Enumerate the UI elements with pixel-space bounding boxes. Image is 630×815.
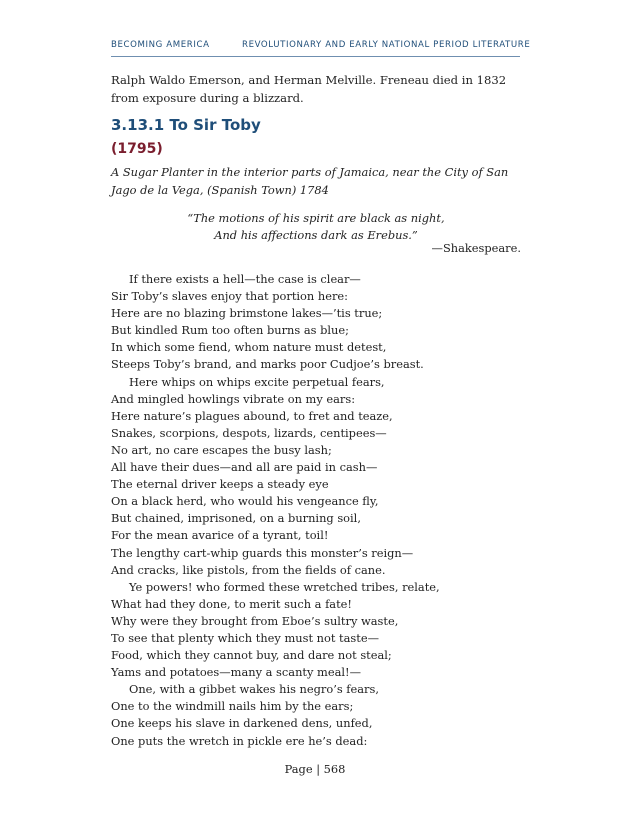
poem-line: But kindled Rum too often burns as blue; [111,323,349,338]
epigraph [111,210,521,244]
poem-line: Food, which they cannot buy, and dare not steal; [111,648,392,663]
intro-paragraph: Ralph Waldo Emerson, and Herman Melville. Freneau died in 1832 from exposure during a blizzard. [111,73,507,105]
poem-line: One to the windmill nails him by the ears; [111,699,354,714]
poem-line: One, with a gibbet wakes his negro’s fears, [129,682,379,697]
poem-line: No art, no care escapes the busy lash; [111,442,332,457]
poem-line: In which some fiend, whom nature must detest, [111,340,387,355]
poem-line: Yams and potatoes—many a scanty meal!— [111,665,361,680]
year-heading: (1795) [111,141,163,157]
header-divider [111,56,520,57]
poem-line: Why were they brought from Eboe’s sultry waste, [111,613,399,628]
poem-line: One puts the wretch in pickle ere he’s dead: [111,733,368,748]
poem-line: On a black herd, who would his vengeance fly, [111,494,379,509]
poem-line: To see that plenty which they must not taste— [111,630,379,645]
epigraph-line: “The motions of his spirit are black as night, [187,211,445,225]
header-section-title: REVOLUTIONARY AND EARLY NATIONAL PERIOD LITERATURE [242,40,531,50]
poem-line: The eternal driver keeps a steady eye [111,477,329,492]
dedication: A Sugar Planter in the interior parts of Jamaica, near the City of San Jago de la Vega, (Spanish Town) 1784 [111,165,509,197]
epigraph-line: And his affections dark as Erebus.” [214,228,418,242]
poem [111,271,523,750]
poem-line: Here whips on whips excite perpetual fears, [129,374,385,389]
poem-line: And cracks, like pistols, from the fields of cane. [111,562,386,577]
poem-line: But chained, imprisoned, on a burning soil, [111,511,361,526]
poem-line: The lengthy cart-whip guards this monster’s reign— [111,545,414,560]
epigraph-attribution: —Shakespeare. [431,241,521,255]
poem-line: Here nature’s plagues abound, to fret and teaze, [111,408,393,423]
header-book-title: BECOMING AMERICA [111,40,210,50]
poem-line: All have their dues—and all are paid in cash— [111,460,378,475]
poem-line: For the mean avarice of a tyrant, toil! [111,528,329,543]
poem-line: One keeps his slave in darkened dens, unfed, [111,716,373,731]
poem-line: Sir Toby’s slaves enjoy that portion here: [111,289,348,304]
poem-line: Here are no blazing brimstone lakes—’tis true; [111,306,383,321]
page-number: Page | 568 [284,762,346,776]
poem-line: Steeps Toby’s brand, and marks poor Cudjoe’s breast. [111,357,424,372]
poem-line: What had they done, to merit such a fate! [111,596,352,611]
poem-line: If there exists a hell—the case is clear— [129,272,361,286]
poem-line: Ye powers! who formed these wretched tribes, relate, [129,579,440,594]
poem-line: Snakes, scorpions, despots, lizards, centipees— [111,425,387,440]
poem-line: And mingled howlings vibrate on my ears: [111,391,356,406]
section-heading: 3.13.1 To Sir Toby [111,116,261,134]
